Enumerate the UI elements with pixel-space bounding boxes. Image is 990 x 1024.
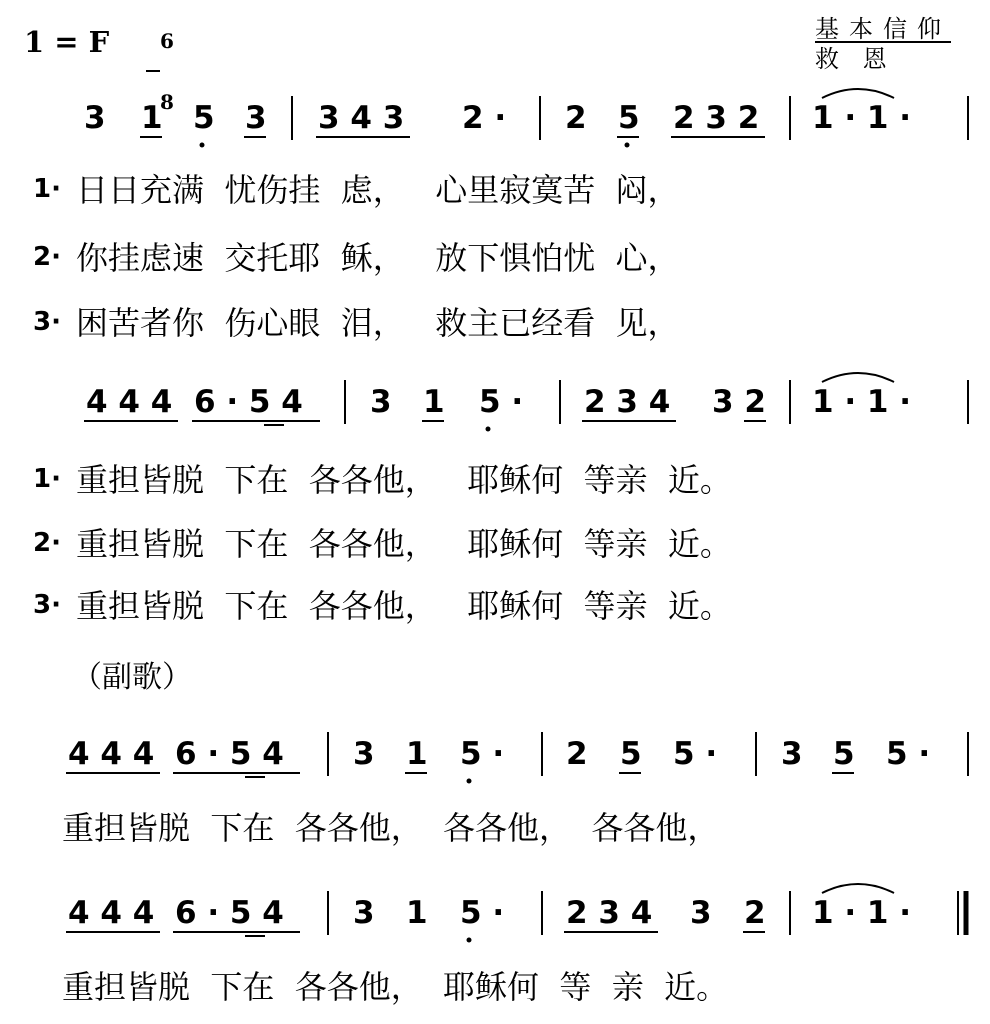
note: 2 (744, 895, 766, 931)
note-group: 5 · (673, 736, 718, 772)
verse-number: 2· (33, 528, 61, 558)
tie (822, 89, 894, 98)
chorus-label: （副歌） (72, 660, 192, 695)
tie (822, 373, 894, 382)
verse-number: 3· (33, 590, 61, 620)
tie (822, 884, 894, 893)
time-signature-top: 6 (159, 29, 174, 53)
note: 1 (141, 100, 163, 136)
note: 2 (565, 100, 587, 136)
note-group: 6 · 5 4 (175, 895, 284, 931)
key-signature: 1 = F (24, 25, 110, 59)
time-signature-bottom: 8 (159, 90, 174, 114)
note-group: 5 · (460, 736, 505, 772)
lyric-line: 重担皆脱 下在 各各他， 各各他， 各各他， (62, 809, 720, 847)
note-group: 4 4 4 (86, 384, 173, 420)
note: 3 (690, 895, 712, 931)
lyric-line: 日日充满 忧伤挂 虑， 心里寂寞苦 闷， (76, 171, 680, 209)
note-group: 6 · 5 4 (175, 736, 284, 772)
lyric-line: 重担皆脱 下在 各各他， 耶稣何 等亲 近。 (76, 587, 732, 625)
note-group: 6 · 5 4 (194, 384, 303, 420)
note-group: 4 4 4 (68, 736, 155, 772)
hymn-title: 救 恩 (815, 45, 895, 73)
verse-number: 1· (33, 464, 61, 494)
note: 1 (406, 895, 428, 931)
note-group: 5 · (479, 384, 524, 420)
octave-dot (200, 143, 205, 148)
lyric-line: 重担皆脱 下在 各各他， 耶稣何 等亲 近。 (76, 461, 732, 499)
note-group: 2 3 4 (584, 384, 671, 420)
note-group: 1 · 1 · (812, 895, 912, 931)
octave-dot (625, 143, 630, 148)
note: 3 (84, 100, 106, 136)
note: 5 (620, 736, 642, 772)
note-group: 3 2 (712, 384, 766, 420)
note-group: 1 · 1 · (812, 100, 912, 136)
note-group: 5 · (460, 895, 505, 931)
lyric-line: 困苦者你 伤心眼 泪， 救主已经看 见， (76, 304, 680, 342)
note: 3 (781, 736, 803, 772)
octave-dot (486, 427, 491, 432)
note-group: 3 4 3 (318, 100, 405, 136)
octave-dot (467, 938, 472, 943)
octave-dot (467, 779, 472, 784)
note: 5 (833, 736, 855, 772)
note-group: 2 · (462, 100, 507, 136)
lyric-line: 重担皆脱 下在 各各他， 耶稣何 等 亲 近。 (62, 968, 729, 1006)
note: 1 (406, 736, 428, 772)
note: 3 (370, 384, 392, 420)
note: 3 (245, 100, 267, 136)
note: 5 (618, 100, 640, 136)
hymn-category: 基本信仰 (815, 15, 951, 43)
verse-number: 2· (33, 242, 61, 272)
note: 2 (566, 736, 588, 772)
note-group: 4 4 4 (68, 895, 155, 931)
note-group: 2 3 2 (673, 100, 760, 136)
note-group: 2 3 4 (566, 895, 653, 931)
verse-number: 1· (33, 174, 61, 204)
lyric-line: 你挂虑速 交托耶 稣， 放下惧怕忧 心， (76, 239, 680, 277)
note-group: 5 · (886, 736, 931, 772)
lyric-line: 重担皆脱 下在 各各他， 耶稣何 等亲 近。 (76, 525, 732, 563)
note: 3 (353, 895, 375, 931)
note: 1 (423, 384, 445, 420)
note: 3 (353, 736, 375, 772)
verse-number: 3· (33, 307, 61, 337)
note: 5 (193, 100, 215, 136)
note-group: 1 · 1 · (812, 384, 912, 420)
